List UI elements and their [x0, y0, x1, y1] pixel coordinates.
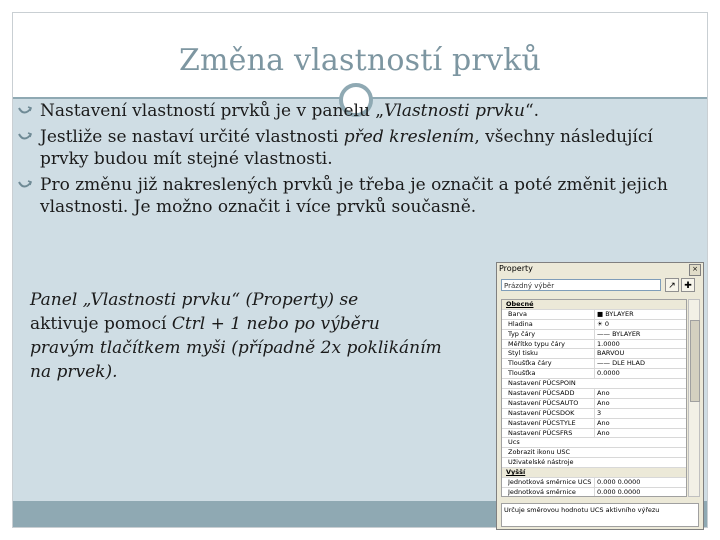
property-row[interactable] — [502, 438, 686, 448]
property-category[interactable] — [502, 300, 686, 310]
property-row[interactable] — [502, 330, 686, 340]
property-key: Tloušťka čáry — [508, 359, 552, 368]
property-row[interactable] — [502, 488, 686, 497]
property-value[interactable]: Ano — [594, 389, 687, 398]
property-key: Nastavení PÚCSDOK — [508, 408, 575, 417]
panel-line-4: na prvek). — [30, 362, 118, 382]
property-value[interactable]: BARVOU — [594, 349, 687, 358]
bullet-arrow-icon — [18, 106, 32, 116]
property-key: Jednotková směrnice — [508, 487, 576, 496]
bullet-arrow-icon — [18, 132, 32, 142]
select-objects-icon[interactable]: ↗ — [665, 278, 679, 292]
scrollbar-thumb[interactable] — [690, 320, 700, 402]
property-value[interactable]: —— BYLAYER — [594, 330, 687, 339]
property-row[interactable] — [502, 310, 686, 320]
property-description: Určuje směrovou hodnotu UCS aktivního výřezu — [501, 503, 699, 527]
bullet-item — [14, 100, 684, 122]
property-key: Nastavení PÚCSPOIN — [508, 379, 576, 388]
bullet-item — [14, 126, 684, 170]
property-row[interactable] — [502, 369, 686, 379]
property-key: Ucs — [508, 438, 520, 447]
property-row[interactable] — [502, 429, 686, 439]
panel-line-1: Panel „Vlastnosti prvku“ (Property) se — [30, 290, 359, 310]
bullet-italic: Vlastnosti prvku — [384, 101, 525, 121]
property-value[interactable]: Ano — [594, 429, 687, 438]
property-row[interactable] — [502, 340, 686, 350]
bullet-text: Pro změnu již nakreslených prvků je třeba je označit a poté změnit jejich vlastnosti. Je možno označit i více prvků současně. — [40, 175, 668, 217]
panel-line-2: aktivuje pomocí Ctrl + 1 nebo po výběru — [30, 314, 380, 334]
property-row[interactable] — [502, 359, 686, 369]
property-key: Nastavení PÚCSTYLE — [508, 418, 576, 427]
property-value[interactable]: ☀ 0 — [594, 320, 687, 329]
property-row[interactable] — [502, 419, 686, 429]
property-value[interactable]: ■ BYLAYER — [594, 310, 687, 319]
bullet-arrow-icon — [18, 180, 32, 190]
selection-dropdown[interactable]: Prázdný výběr — [501, 279, 661, 291]
property-row[interactable] — [502, 349, 686, 359]
property-value[interactable]: 1.0000 — [594, 340, 687, 349]
bullet-italic: před kreslením — [343, 127, 475, 147]
scrollbar[interactable] — [688, 299, 700, 497]
property-key: Tloušťka — [508, 369, 536, 378]
property-row[interactable] — [502, 389, 686, 399]
close-icon[interactable]: × — [689, 264, 701, 276]
property-grid — [501, 299, 687, 497]
property-key: Jednotková směrnice UCS — [508, 478, 592, 487]
property-key: Styl tisku — [508, 349, 538, 358]
property-value[interactable]: 3 — [594, 409, 687, 418]
property-key: Nastavení PÚCSADD — [508, 389, 575, 398]
bullet-text-end: “. — [524, 101, 540, 121]
property-key: Barva — [508, 309, 527, 318]
property-key: Nastavení PÚCSAUTO — [508, 398, 579, 407]
bullet-text-end: , všechny následující prvky budou mít stejné vlastnosti. — [40, 127, 653, 169]
property-panel-screenshot — [496, 262, 704, 530]
property-category[interactable] — [502, 468, 686, 478]
property-value[interactable]: —— DLE HLAD — [594, 359, 687, 368]
property-key: Typ čáry — [508, 329, 536, 338]
property-row[interactable] — [502, 399, 686, 409]
property-value[interactable]: Ano — [594, 419, 687, 428]
property-key: Měřítko typu čáry — [508, 339, 565, 348]
bullet-list — [14, 100, 684, 222]
property-row[interactable] — [502, 448, 686, 458]
property-key: Uživatelské nástroje — [508, 458, 574, 467]
slide-title: Změna vlastností prvků — [178, 43, 542, 78]
bullet-text: Jestliže se nastaví určité vlastnosti — [40, 127, 344, 147]
property-key: Nastavení PÚCSFRS — [508, 428, 573, 437]
property-key: Obecné — [506, 300, 534, 308]
property-row[interactable] — [502, 409, 686, 419]
property-value[interactable]: 0.000 0.0000 — [594, 478, 687, 487]
panel-line-3: pravým tlačítkem myši (případně 2x poklikáním — [30, 338, 442, 358]
property-key: Vyšší — [506, 468, 526, 477]
property-row[interactable] — [502, 320, 686, 330]
pick-add-icon[interactable]: ✚ — [681, 278, 695, 292]
property-value[interactable]: 0.0000 — [594, 369, 687, 378]
property-panel-title: Property — [499, 264, 533, 273]
property-key: Zobrazit ikonu USC — [508, 448, 571, 457]
property-row[interactable] — [502, 478, 686, 488]
bullet-item — [14, 174, 684, 218]
panel-description — [30, 288, 470, 384]
property-row[interactable] — [502, 458, 686, 468]
property-key: Hladina — [508, 319, 533, 328]
property-value[interactable]: 0.000 0.0000 — [594, 488, 687, 497]
property-row[interactable] — [502, 379, 686, 389]
property-value[interactable]: Ano — [594, 399, 687, 408]
bullet-text: Nastavení vlastností prvků je v panelu „ — [40, 101, 385, 121]
